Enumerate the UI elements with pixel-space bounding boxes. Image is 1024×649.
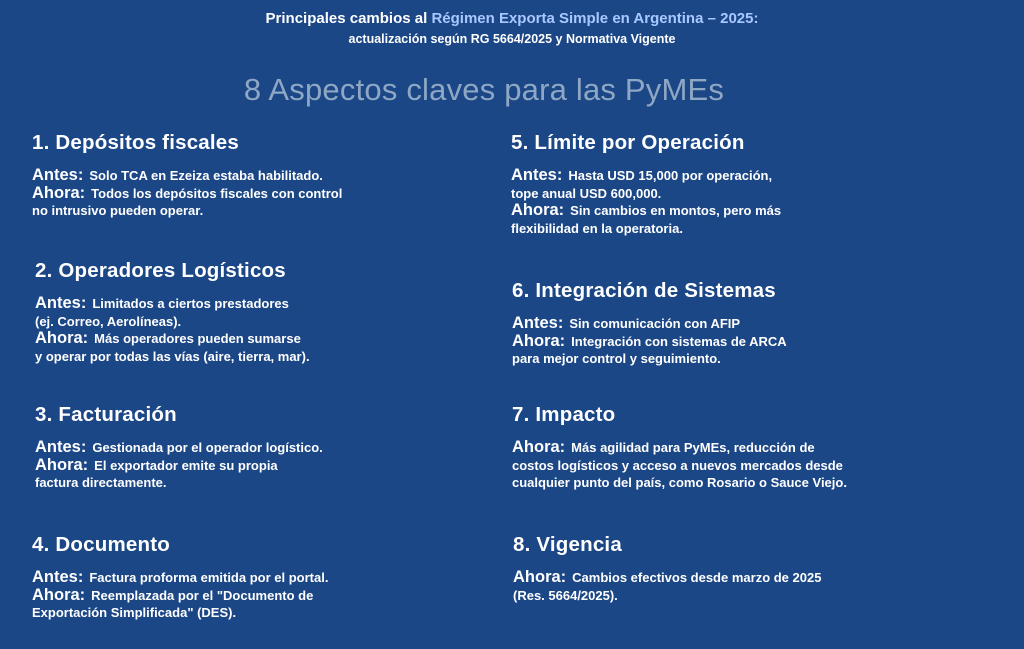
section-heading: 5. Límite por Operación: [511, 131, 745, 154]
antes-text: Hasta USD 15,000 por operación,: [568, 168, 773, 183]
ahora-text-cont: Exportación Simplificada" (DES).: [32, 605, 237, 620]
header-title-highlight: Régimen Exporta Simple en Argentina – 2025:: [431, 10, 759, 27]
header-subtitle: actualización según RG 5664/2025 y Normativa Vigente: [348, 32, 676, 46]
ahora-text: Sin cambios en montos, pero más: [570, 203, 782, 218]
section-documento: [32, 533, 328, 622]
section-facturacion: [35, 403, 323, 492]
ahora-label: Ahora:: [513, 568, 567, 586]
ahora-label: Ahora:: [512, 331, 566, 350]
section-operadores-logisticos: [35, 259, 310, 365]
section-heading: 1. Depósitos fiscales: [32, 131, 240, 154]
section-vigencia: [513, 533, 821, 604]
antes-label: Antes:: [511, 166, 563, 184]
ahora-label: Ahora:: [32, 183, 86, 202]
section-heading: 2. Operadores Logísticos: [35, 259, 286, 282]
section-heading: 6. Integración de Sistemas: [512, 279, 776, 302]
ahora-label: Ahora:: [35, 455, 89, 474]
antes-text: Gestionada por el operador logístico.: [92, 440, 323, 455]
ahora-line: [513, 569, 821, 587]
ahora-text: Reemplazada por el "Documento de: [91, 587, 314, 603]
ahora-line: [32, 587, 328, 605]
antes-label: Antes:: [35, 438, 87, 456]
ahora-text: Cambios efectivos desde marzo de 2025: [572, 570, 822, 585]
antes-line: [32, 167, 342, 185]
antes-line: [35, 295, 310, 313]
antes-line: [35, 439, 323, 457]
ahora-text-cont: para mejor control y seguimiento.: [512, 351, 721, 366]
ahora-line: [512, 333, 787, 351]
antes-label: Antes:: [35, 294, 87, 312]
ahora-text-cont: y operar por todas las vías (aire, tierra, mar).: [35, 348, 310, 364]
antes-line: [32, 569, 328, 587]
ahora-text: Integración con sistemas de ARCA: [571, 333, 787, 349]
antes-label: Antes:: [32, 568, 84, 586]
ahora-label: Ahora:: [511, 201, 565, 219]
ahora-text-cont: no intrusivo pueden operar.: [32, 203, 204, 218]
ahora-text-cont: costos logísticos y acceso a nuevos mercados desde: [512, 457, 843, 473]
ahora-line: [35, 330, 310, 348]
ahora-text-cont: factura directamente.: [35, 475, 167, 490]
ahora-text-cont: cualquier punto del país, como Rosario o Sauce Viejo.: [512, 475, 847, 490]
antes-line: [512, 315, 787, 333]
antes-label: Antes:: [32, 166, 84, 184]
ahora-line: [511, 202, 781, 220]
header-title-prefix: Principales cambios al: [265, 10, 432, 27]
ahora-text: Todos los depósitos fiscales con control: [91, 185, 343, 201]
section-heading: 7. Impacto: [512, 403, 616, 426]
antes-text: Solo TCA en Ezeiza estaba habilitado.: [89, 168, 323, 183]
antes-line: [511, 167, 781, 185]
ahora-text: Más operadores pueden sumarse: [94, 331, 301, 346]
section-limite-por-operacion: [511, 131, 781, 237]
ahora-label: Ahora:: [35, 329, 89, 347]
ahora-text: Más agilidad para PyMEs, reducción de: [571, 440, 815, 455]
section-heading: 8. Vigencia: [513, 533, 622, 556]
section-heading: 4. Documento: [32, 533, 170, 556]
section-heading: 3. Facturación: [35, 403, 177, 426]
ahora-line: [32, 185, 342, 203]
antes-text-cont: tope anual USD 600,000.: [511, 185, 662, 201]
antes-label: Antes:: [512, 314, 564, 332]
ahora-label: Ahora:: [512, 438, 566, 456]
ahora-label: Ahora:: [32, 585, 86, 604]
ahora-text-cont: (Res. 5664/2025).: [513, 587, 618, 603]
section-impacto: [512, 403, 847, 492]
section-integracion-sistemas: [512, 279, 787, 368]
section-depositos-fiscales: [32, 131, 342, 220]
ahora-text-cont: flexibilidad en la operatoria.: [511, 220, 683, 236]
ahora-line: [512, 439, 847, 457]
header-title: [0, 9, 1024, 29]
antes-text: Limitados a ciertos prestadores: [92, 296, 289, 311]
antes-text: Factura proforma emitida por el portal.: [89, 570, 329, 585]
antes-text: Sin comunicación con AFIP: [569, 316, 741, 331]
header: [0, 9, 1024, 48]
ahora-text: El exportador emite su propia: [94, 457, 278, 473]
ahora-line: [35, 457, 323, 475]
main-title: 8 Aspectos claves para las PyMEs: [243, 72, 725, 107]
antes-text-cont: (ej. Correo, Aerolíneas).: [35, 313, 182, 329]
